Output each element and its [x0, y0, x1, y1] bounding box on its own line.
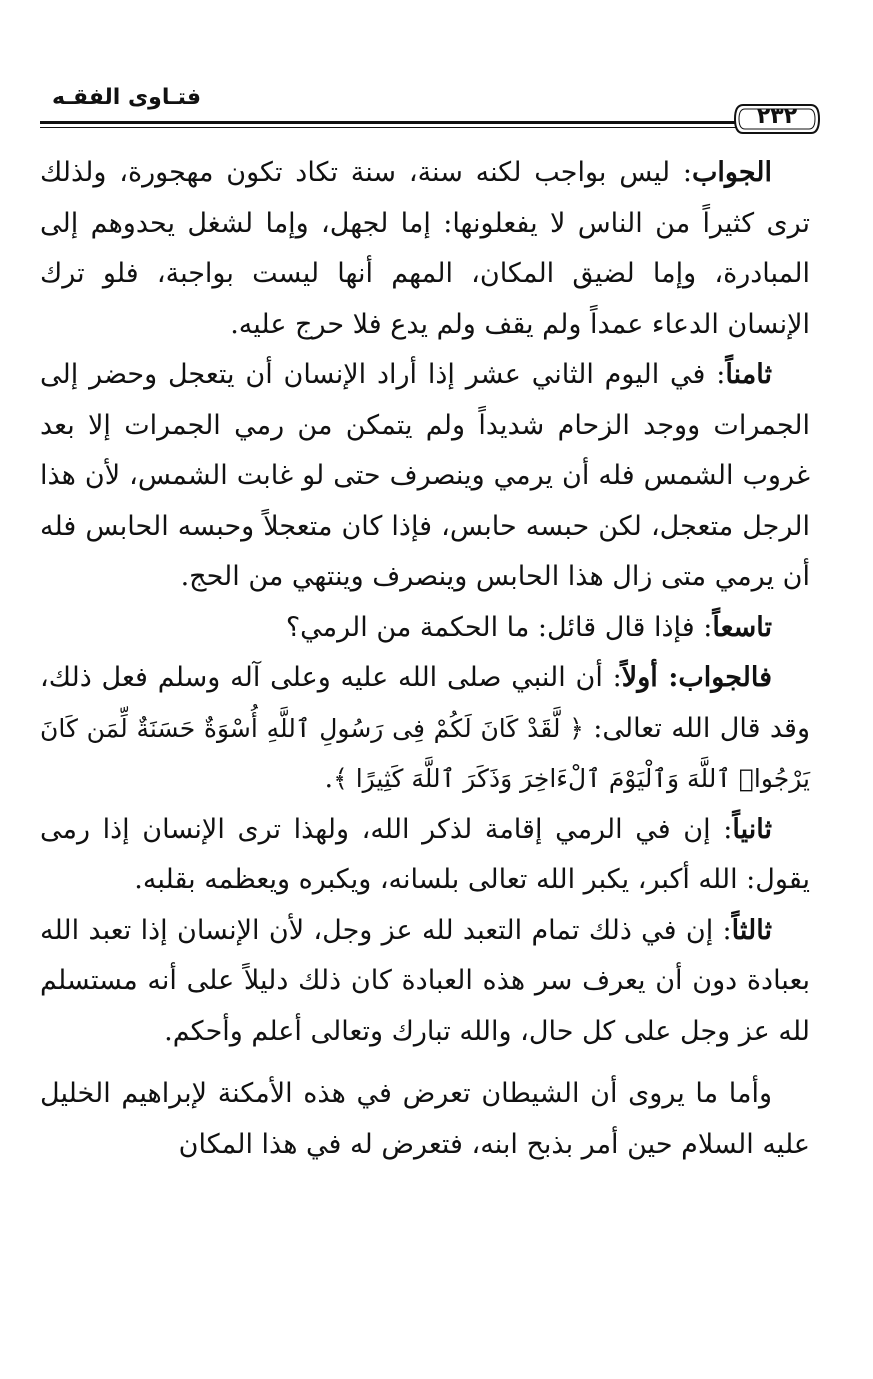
paragraph-text: : في اليوم الثاني عشر إذا أراد الإنسان أن يتعجل وحضر إلى الجمرات ووجد الزحام شديداً ولم يتمكن من رمي الجمرات إلا بعد غروب الشمس فله أن يرمي وينصرف حتى لو غابت الشمس، لأن هذا الرجل متعجل، لكن حبسه حابس، فإذا كان متعجلاً وحبسه الحابس فله أن يرمي متى زال هذا الحابس وينصرف وينتهي من الحج.: [40, 359, 810, 592]
paragraph-text: : أن النبي صلى الله عليه وعلى آله وسلم فعل ذلك، وقد قال الله تعالى:: [40, 662, 810, 744]
paragraph-lead: ثالثاً: [731, 914, 772, 946]
paragraph-text: وأما ما يروى أن الشيطان تعرض في هذه الأمكنة لإبراهيم الخليل عليه السلام حين أمر بذبح ابنه، فتعرض له في هذا المكان: [40, 1078, 810, 1160]
page-number-cartouche: [733, 100, 821, 138]
paragraph-lead: تاسعاً: [712, 611, 772, 643]
paragraph-lead: ثامناً: [725, 359, 772, 390]
paragraph: [40, 906, 810, 1058]
header-rule-thick: [40, 121, 736, 124]
paragraph: [40, 603, 810, 654]
paragraph: [40, 350, 810, 603]
paragraph-text: : فإذا قال قائل: ما الحكمة من الرمي؟: [285, 611, 713, 643]
paragraph: [40, 148, 810, 350]
running-header-title: فتـاوى الفقـه: [52, 85, 201, 110]
body-text: [40, 148, 810, 1170]
header-rule-thin: [40, 127, 736, 128]
paragraph-text: : إن في الرمي إقامة لذكر الله، ولهذا ترى الإنسان إذا رمى يقول: الله أكبر، يكبر الله تعالى بلسانه، ويكبره ويعظمه بقلبه.: [40, 813, 810, 895]
paragraph-text: : ليس بواجب لكنه سنة، سنة تكاد تكون مهجورة، ولذلك ترى كثيراً من الناس لا يفعلونها: إما لجهل، وإما لشغل يحدوهم إلى المبادرة، وإما لضيق المكان، المهم أنها ليست بواجبة، فلو ترك الإنسان الدعاء عمداً ولم يقف ولم يدع فلا حرج عليه.: [40, 157, 810, 340]
paragraph: [40, 1069, 810, 1170]
paragraph-tail: .: [324, 763, 334, 794]
quran-verse: ﴿ لَّقَدْ كَانَ لَكُمْ فِى رَسُولِ ٱللَّهِ أُسْوَةٌ حَسَنَةٌ لِّمَن كَانَ يَرْجُوا۟ ٱللَّهَ وَٱلْيَوْمَ ٱلْءَاخِرَ وَذَكَرَ ٱللَّهَ كَثِيرًا ﴾: [40, 713, 810, 793]
paragraph-lead: فالجواب: أولاً: [621, 662, 772, 693]
page-number: ٢٣٢: [756, 104, 798, 129]
paragraph-lead: ثانياً: [732, 813, 772, 845]
paragraph: [40, 653, 810, 805]
paragraph-text: : إن في ذلك تمام التعبد لله عز وجل، لأن الإنسان إذا تعبد الله بعبادة دون أن يعرف سر هذه العبادة كان ذلك دليلاً على أنه مستسلم لله عز وجل على كل حال، والله تبارك وتعالى أعلم وأحكم.: [40, 914, 810, 1047]
paragraph: [40, 805, 810, 906]
paragraph-lead: الجواب: [691, 157, 772, 188]
